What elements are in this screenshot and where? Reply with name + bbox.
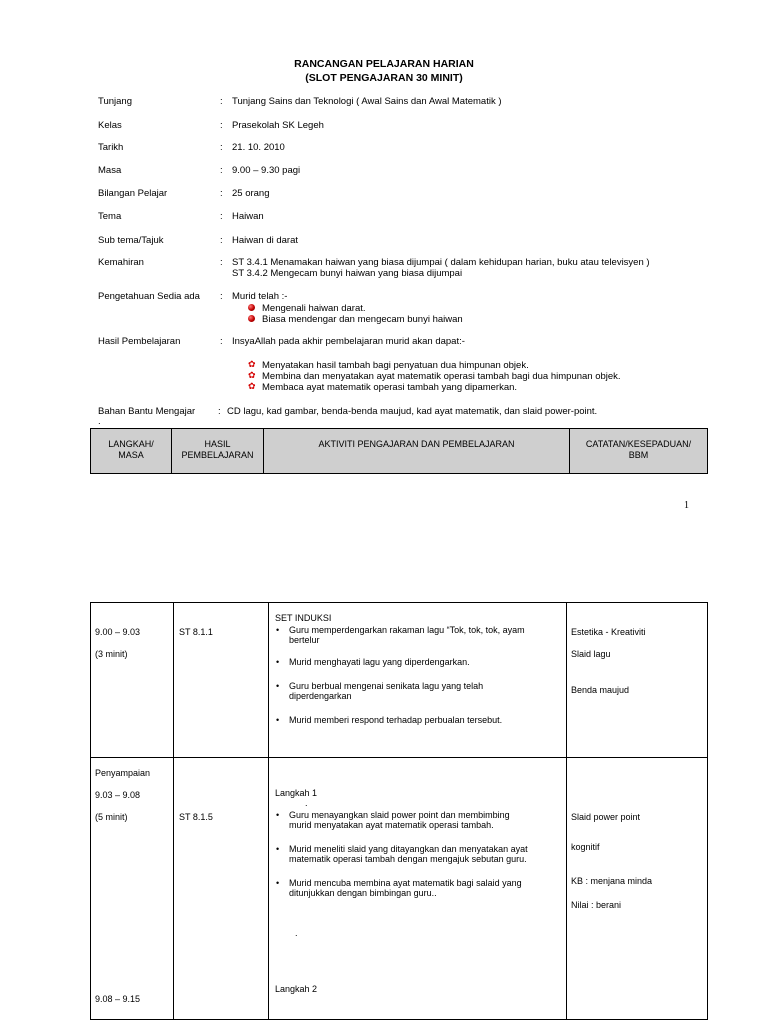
field-label: Kemahiran: [98, 257, 144, 268]
bullet-dot-icon: •: [276, 844, 280, 854]
list-item: • Guru berbual mengenai senikata lagu yang telah diperdengarkan: [276, 681, 484, 701]
time-text: 9.00 – 9.03: [95, 627, 141, 637]
list-item: [248, 314, 688, 325]
code-text: ST 8.1.5: [179, 812, 213, 822]
table-row: [91, 603, 708, 758]
field-label: Tunjang: [98, 96, 132, 107]
note-text: KB : menjana minda: [571, 876, 653, 886]
duration-text: (3 minit): [95, 649, 128, 659]
field-value: Tunjang Sains dan Teknologi ( Awal Sains dan Awal Matematik ): [232, 96, 502, 107]
note-text: Slaid power point: [571, 812, 641, 822]
list-item-text: Membina dan menyatakan ayat matematik operasi tambah bagi dua himpunan objek.: [262, 371, 621, 382]
field-label: Bahan Bantu Mengajar: [98, 406, 196, 417]
field-colon: :: [220, 120, 223, 131]
cell-notes: [567, 603, 708, 758]
field-label: Bilangan Pelajar: [98, 188, 168, 199]
note-text: Slaid lagu: [571, 649, 611, 659]
field-colon: :: [220, 165, 223, 176]
field-colon: :: [218, 406, 221, 417]
table-row: [91, 758, 708, 1020]
activity-heading: SET INDUKSI: [275, 613, 332, 623]
list-item: [248, 303, 688, 314]
time-text: 9.03 – 9.08: [95, 790, 141, 800]
list-item: • Guru memperdengarkan rakaman lagu “Tok, tok, tok, ayam bertelur: [276, 625, 525, 645]
list-item: [248, 382, 698, 393]
list-item: • Guru menayangkan slaid power point dan membimbing murid menyatakan ayat matematik operasi tambah.: [276, 810, 510, 830]
pengetahuan-list: [248, 303, 688, 325]
trailing-dot: .: [98, 416, 101, 427]
field-label: Kelas: [98, 120, 122, 131]
lesson-table-header: [90, 428, 708, 474]
stray-dot: .: [305, 798, 308, 808]
pengetahuan-intro: Murid telah :-: [232, 291, 288, 302]
header-langkah-masa: LANGKAH/ MASA: [91, 429, 172, 474]
field-label: Tema: [98, 211, 122, 222]
cell-time: [91, 603, 174, 758]
cell-notes: [567, 758, 708, 1020]
bullet-dot-icon: •: [276, 878, 280, 888]
note-text: kognitif: [571, 842, 600, 852]
field-value: Prasekolah SK Legeh: [232, 120, 324, 131]
bullet-dot-icon: •: [276, 657, 280, 667]
field-colon: :: [220, 336, 223, 347]
field-value: 25 orang: [232, 188, 270, 199]
kemahiran-line: ST 3.4.1 Menamakan haiwan yang biasa dijumpai ( dalam kehidupan harian, buku atau televisyen ): [232, 257, 650, 268]
hasil-list: [248, 360, 698, 393]
header-aktiviti: AKTIVITI PENGAJARAN DAN PEMBELAJARAN: [264, 429, 570, 474]
field-label: Masa: [98, 165, 122, 176]
bullet-dot-icon: •: [276, 681, 280, 691]
field-colon: :: [220, 257, 223, 268]
flower-bullet-icon: ✿: [248, 359, 256, 369]
flower-bullet-icon: ✿: [248, 370, 256, 380]
field-label: Pengetahuan Sedia ada: [98, 291, 200, 302]
list-item: • Murid meneliti slaid yang ditayangkan dan menyatakan ayat matematik operasi tambah dengan mengajuk sebutan guru.: [276, 844, 528, 864]
stage-text: Penyampaian: [95, 768, 151, 778]
cell-activity: [269, 603, 567, 758]
list-item: • Murid mencuba membina ayat matematik bagi salaid yang ditunjukkan dengan bimbingan guru..: [276, 878, 522, 898]
cell-code: [174, 603, 269, 758]
field-colon: :: [220, 235, 223, 246]
bullet-dot-icon: •: [276, 715, 280, 725]
red-bullet-icon: [248, 315, 255, 322]
time-text: 9.08 – 9.15: [95, 994, 141, 1004]
field-value: 21. 10. 2010: [232, 142, 285, 153]
header-hasil-pembelajaran: HASIL PEMBELAJARAN: [172, 429, 264, 474]
list-item-text: Mengenali haiwan darat.: [262, 303, 366, 314]
step-heading: Langkah 2: [275, 984, 318, 994]
field-label: Hasil Pembelajaran: [98, 336, 181, 347]
lesson-table: [90, 602, 708, 1020]
note-text: Benda maujud: [571, 685, 630, 695]
note-text: Estetika - Kreativiti: [571, 627, 646, 637]
cell-code: [174, 758, 269, 1020]
bullet-dot-icon: •: [276, 625, 280, 635]
field-colon: :: [220, 96, 223, 107]
field-colon: :: [220, 211, 223, 222]
field-value: 9.00 – 9.30 pagi: [232, 165, 301, 176]
field-value: Haiwan di darat: [232, 235, 299, 246]
list-item-text: Biasa mendengar dan mengecam bunyi haiwan: [262, 314, 463, 325]
field-value: CD lagu, kad gambar, benda-benda maujud, kad ayat matematik, dan slaid power-point.: [227, 406, 598, 417]
page-number: 1: [684, 500, 689, 511]
list-item-text: Menyatakan hasil tambah bagi penyatuan dua himpunan objek.: [262, 360, 529, 371]
activity-list: [275, 625, 560, 725]
kemahiran-line: ST 3.4.2 Mengecam bunyi haiwan yang biasa dijumpai: [232, 268, 463, 279]
cell-activity: [269, 758, 567, 1020]
flower-bullet-icon: ✿: [248, 381, 256, 391]
field-colon: :: [220, 142, 223, 153]
list-item: [248, 360, 698, 371]
activity-list: [275, 810, 563, 898]
hasil-intro: InsyaAllah pada akhir pembelajaran murid akan dapat:-: [232, 336, 465, 347]
code-text: ST 8.1.1: [179, 627, 213, 637]
page-subtitle: (SLOT PENGAJARAN 30 MINIT): [305, 72, 463, 84]
field-label: Tarikh: [98, 142, 124, 153]
field-colon: :: [220, 188, 223, 199]
list-item-text: Membaca ayat matematik operasi tambah yang dipamerkan.: [262, 382, 518, 393]
field-value: Haiwan: [232, 211, 264, 222]
list-item: • Murid menghayati lagu yang diperdengarkan.: [276, 657, 470, 667]
page-title: RANCANGAN PELAJARAN HARIAN: [294, 58, 474, 70]
field-label: Sub tema/Tajuk: [98, 235, 164, 246]
cell-time: [91, 758, 174, 1020]
header-catatan: CATATAN/KESEPADUAN/ BBM: [570, 429, 708, 474]
stray-dot: .: [295, 928, 298, 938]
note-text: Nilai : berani: [571, 900, 622, 910]
bullet-dot-icon: •: [276, 810, 280, 820]
step-heading: Langkah 1: [275, 788, 318, 798]
list-item: [248, 371, 698, 382]
red-bullet-icon: [248, 304, 255, 311]
duration-text: (5 minit): [95, 812, 128, 822]
list-item: • Murid memberi respond terhadap perbualan tersebut.: [276, 715, 503, 725]
field-colon: :: [220, 291, 223, 302]
